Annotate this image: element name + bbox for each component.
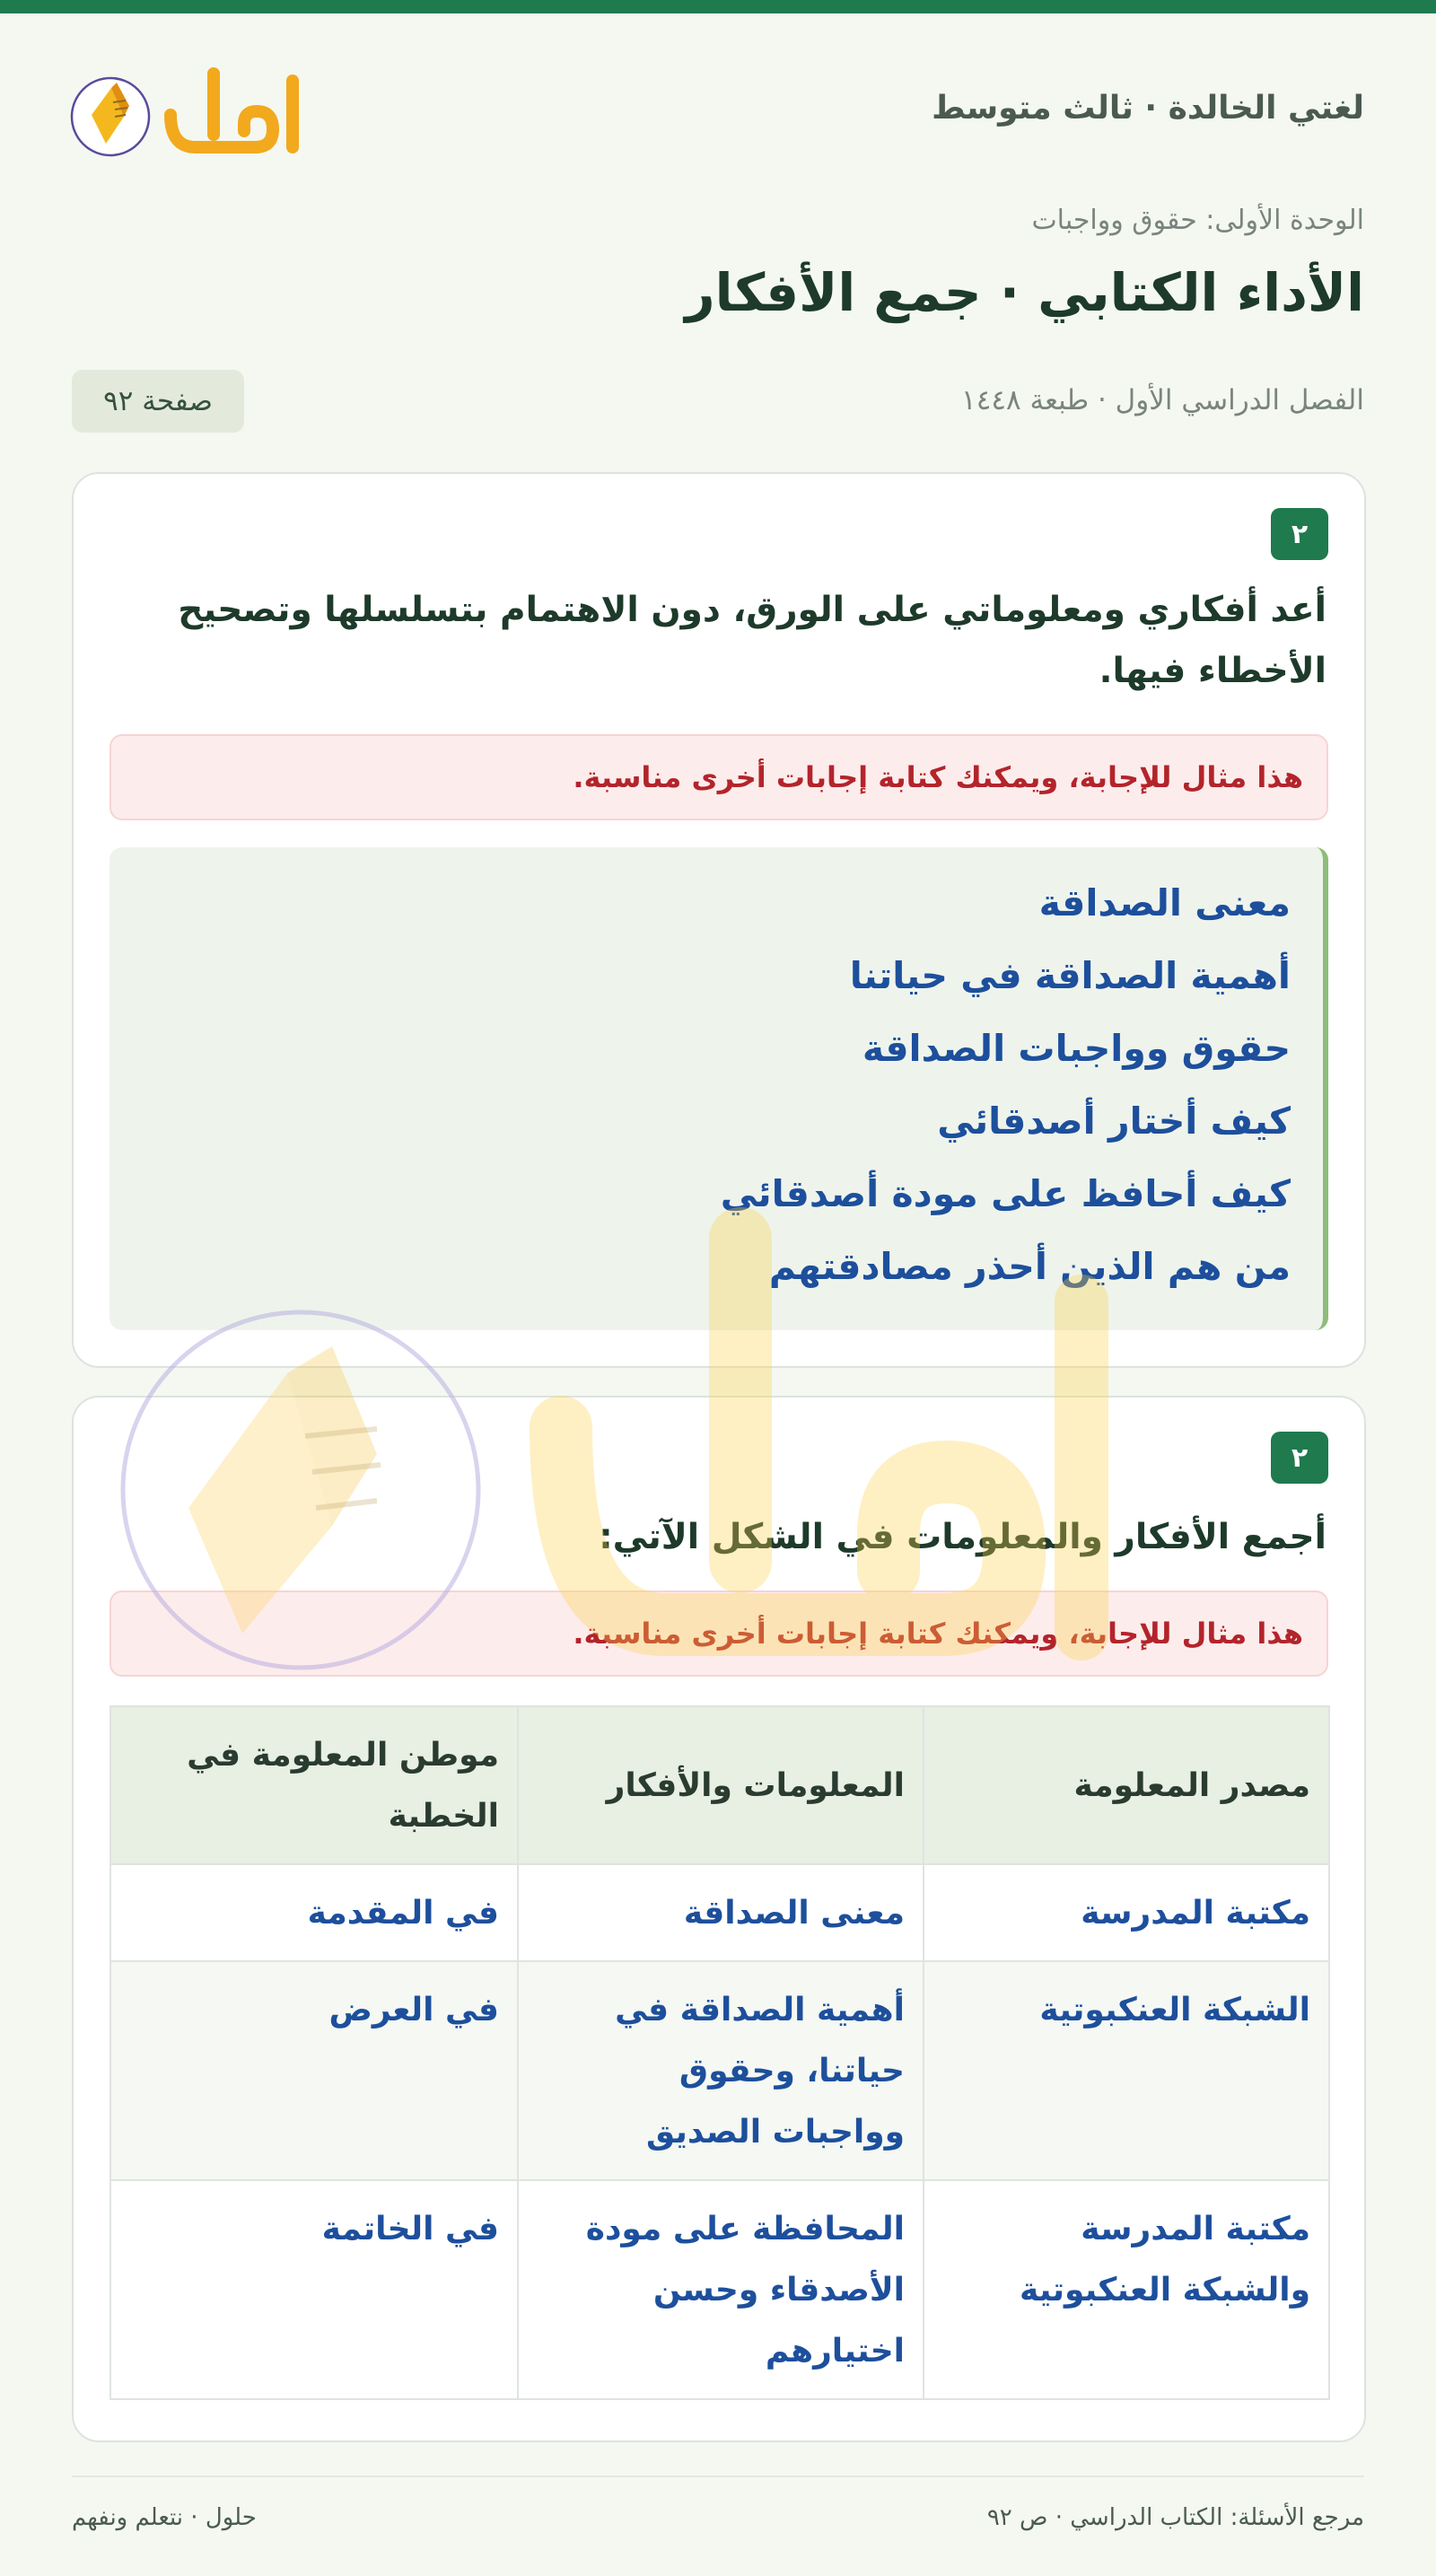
page-title: الأداء الكتابي · جمع الأفكار [685, 262, 1364, 323]
table-header-cell: موطن المعلومة في الخطبة [110, 1706, 518, 1864]
question-text: أجمع الأفكار والمعلومات في الشكل الآتي: [599, 1517, 1327, 1557]
question-number-badge: ٢ [1271, 1432, 1328, 1484]
answer-list [109, 847, 1323, 1303]
answer-note: هذا مثال للإجابة، ويمكنك كتابة إجابات أخرى مناسبة. [109, 1590, 1328, 1677]
table-cell: في المقدمة [110, 1864, 518, 1961]
page-number-badge: صفحة ٩٢ [72, 370, 244, 433]
logo-icon [67, 61, 321, 162]
table-cell: المحافظة على مودة الأصدقاء وحسن اختيارهم [518, 2180, 924, 2399]
question-number-badge: ٢ [1271, 508, 1328, 560]
logo [67, 61, 321, 162]
table-row [110, 2180, 1329, 2399]
answer-item: كيف أختار أصدقائي [937, 1100, 1291, 1143]
table-row [110, 1864, 1329, 1961]
question-text: أعد أفكاري ومعلوماتي على الورق، دون الاهتمام بتسلسلها وتصحيح الأخطاء فيها. [178, 590, 1327, 691]
table-cell: في العرض [110, 1961, 518, 2180]
top-accent-bar [0, 0, 1436, 13]
book-title: لغتي الخالدة · ثالث متوسط [932, 90, 1364, 127]
table-cell: الشبكة العنكبوتية [924, 1961, 1329, 2180]
table-cell: مكتبة المدرسة والشبكة العنكبوتية [924, 2180, 1329, 2399]
footer-reference: مرجع الأسئلة: الكتاب الدراسي · ص ٩٢ [986, 2504, 1364, 2531]
answer-item: حقوق وواجبات الصداقة [862, 1027, 1291, 1070]
answer-item: من هم الذين أحذر مصادقتهم [768, 1245, 1291, 1288]
table-cell: مكتبة المدرسة [924, 1864, 1329, 1961]
table-cell: أهمية الصداقة في حياتنا، وحقوق وواجبات الصديق [518, 1961, 924, 2180]
footer-divider [72, 2475, 1364, 2477]
table-cell: معنى الصداقة [518, 1864, 924, 1961]
table-header-cell: مصدر المعلومة [924, 1706, 1329, 1864]
answer-item: معنى الصداقة [1038, 881, 1291, 924]
answer-item: كيف أحافظ على مودة أصدقائي [720, 1172, 1291, 1215]
table-cell: في الخاتمة [110, 2180, 518, 2399]
answer-note: هذا مثال للإجابة، ويمكنك كتابة إجابات أخرى مناسبة. [109, 734, 1328, 820]
footer-slogan: حلول · نتعلم ونفهم [72, 2504, 257, 2531]
term-label: الفصل الدراسي الأول · طبعة ١٤٤٨ [961, 384, 1364, 416]
question-card-1 [72, 472, 1366, 1368]
answer-item: أهمية الصداقة في حياتنا [849, 954, 1291, 997]
table-row [110, 1961, 1329, 2180]
logo-text: حلول [67, 61, 70, 62]
table-header-row [110, 1706, 1329, 1864]
unit-label: الوحدة الأولى: حقوق وواجبات [1031, 205, 1364, 236]
answer-box [109, 847, 1328, 1330]
info-table [109, 1705, 1330, 2400]
question-card-2 [72, 1396, 1366, 2442]
table-header-cell: المعلومات والأفكار [518, 1706, 924, 1864]
